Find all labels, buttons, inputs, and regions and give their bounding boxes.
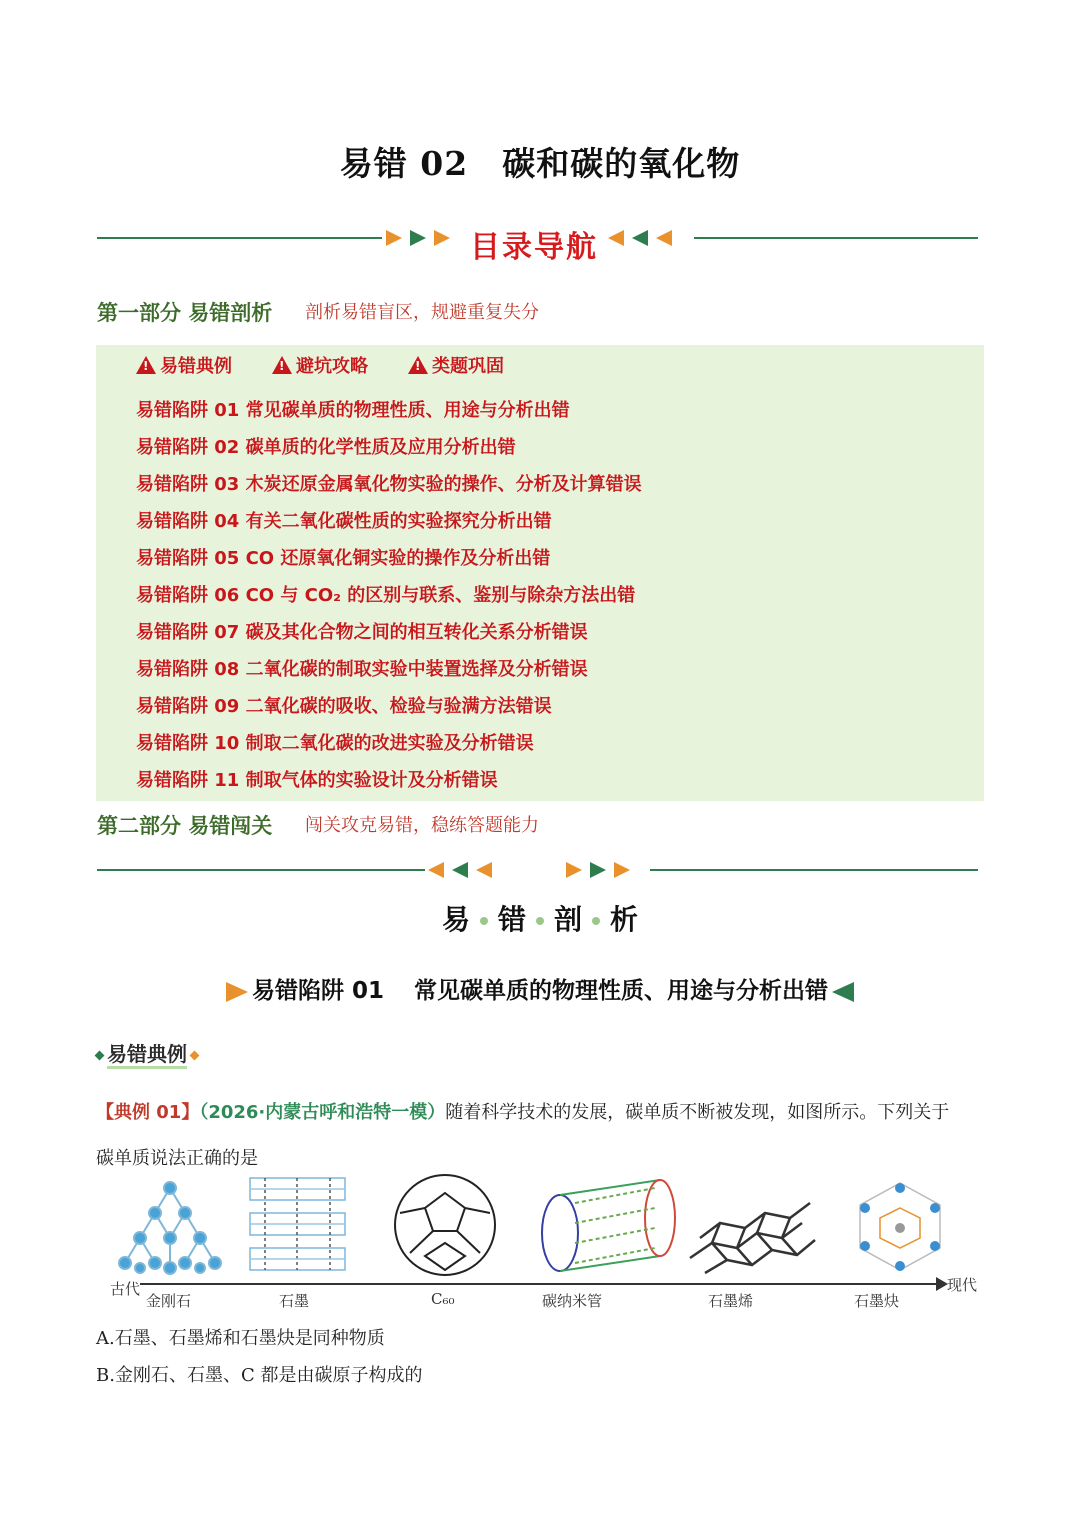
toc-item-01[interactable]: 易错陷阱 01 常见碳单质的物理性质、用途与分析出错 <box>136 400 570 421</box>
timeline-start: 古代 <box>110 1280 141 1298</box>
toc-item-06[interactable]: 易错陷阱 06 CO 与 CO₂ 的区别与联系、鉴别与除杂方法出错 <box>136 585 636 606</box>
arrow-right-icon <box>410 230 426 246</box>
timeline-item-diamond: 金刚石 <box>146 1292 192 1310</box>
arrow-left-icon <box>608 230 624 246</box>
arrow-right-icon <box>386 230 402 246</box>
arrow-right-icon <box>434 230 450 246</box>
part2-desc: 闯关攻克易错，稳练答题能力 <box>305 815 539 836</box>
example-text: 【典例 01】（2026·内蒙古呼和浩特一模）随着科学技术的发展，碳单质不断被发现，如图所示。下列关于 碳单质说法正确的是 <box>96 1102 950 1169</box>
toc-item-02[interactable]: 易错陷阱 02 碳单质的化学性质及应用分析出错 <box>136 437 516 458</box>
warning-icon <box>272 356 292 374</box>
timeline-end: 现代 <box>947 1276 978 1294</box>
arrow-left-icon <box>832 982 854 1002</box>
part1-label: 第一部分 易错剖析 <box>97 301 273 325</box>
arrow-left-icon <box>452 862 468 878</box>
tag-row <box>136 352 504 378</box>
section-title: 易 错 剖 析 <box>441 903 639 936</box>
graphene-structure-image <box>690 1203 815 1273</box>
nav-title: 目录导航 <box>470 230 598 265</box>
arrow-left-icon <box>632 230 648 246</box>
nanotube-structure-image <box>542 1180 675 1271</box>
option-b[interactable]: B.金刚石、石墨、C 都是由碳原子构成的 <box>96 1365 423 1386</box>
title-part2: 碳和碳的氧化物 <box>502 144 741 183</box>
timeline-item-graphite: 石墨 <box>279 1292 310 1310</box>
diamond-icon <box>95 1051 105 1061</box>
part1-desc: 剖析易错盲区，规避重复失分 <box>305 302 539 323</box>
toc-item-10[interactable]: 易错陷阱 10 制取二氧化碳的改进实验及分析错误 <box>136 733 534 754</box>
timeline-axis <box>140 1283 940 1285</box>
tag-practice[interactable]: ! 类题巩固 <box>408 352 504 378</box>
toc-item-09[interactable]: 易错陷阱 09 二氧化碳的吸收、检验与验满方法错误 <box>136 696 552 717</box>
section-arrows-left <box>428 862 492 878</box>
dot-icon <box>592 917 600 925</box>
diamond-icon <box>190 1051 200 1061</box>
tag-examples[interactable]: ! 易错典例 <box>136 352 232 378</box>
section-line-left <box>97 869 425 871</box>
timeline-item-graphene: 石墨烯 <box>708 1292 754 1310</box>
part2-label: 第二部分 易错闯关 <box>97 814 273 838</box>
example-source: （2026·内蒙古呼和浩特一模） <box>199 1102 446 1123</box>
tag-avoid-tips[interactable]: ! 避坑攻略 <box>272 352 368 378</box>
example-label: 【典例 01】 <box>96 1102 200 1123</box>
nav-arrows-right <box>608 230 672 246</box>
arrow-right-icon <box>226 982 248 1002</box>
warning-icon <box>408 356 428 374</box>
allotrope-figure <box>100 1168 960 1286</box>
arrow-right-icon <box>566 862 582 878</box>
dot-icon <box>480 917 488 925</box>
option-a[interactable]: A.石墨、石墨烯和石墨炔是同种物质 <box>96 1328 385 1349</box>
sub-heading: 易错典例 <box>96 1038 202 1067</box>
dot-icon <box>536 917 544 925</box>
toc-item-04[interactable]: 易错陷阱 04 有关二氧化碳性质的实验探究分析出错 <box>136 511 552 532</box>
arrow-left-icon <box>656 230 672 246</box>
nav-arrows-left <box>386 230 450 246</box>
timeline-item-nanotube: 碳纳米管 <box>542 1292 603 1310</box>
nav-line-right <box>694 237 978 239</box>
graphdiyne-structure-image <box>860 1183 940 1271</box>
document-title <box>0 138 1080 185</box>
title-part1: 易错 02 <box>339 144 469 183</box>
nav-line-left <box>97 237 382 239</box>
arrow-left-icon <box>476 862 492 878</box>
section-line-right <box>650 869 978 871</box>
trap-heading: 易错陷阱 01 常见碳单质的物理性质、用途与分析出错 <box>0 972 1080 1005</box>
toc-item-05[interactable]: 易错陷阱 05 CO 还原氧化铜实验的操作及分析出错 <box>136 548 551 569</box>
diamond-structure-image <box>119 1182 221 1274</box>
warning-icon <box>136 356 156 374</box>
arrow-left-icon <box>428 862 444 878</box>
toc-item-07[interactable]: 易错陷阱 07 碳及其化合物之间的相互转化关系分析错误 <box>136 622 588 643</box>
timeline-item-graphdiyne: 石墨炔 <box>854 1292 900 1310</box>
toc-item-11[interactable]: 易错陷阱 11 制取气体的实验设计及分析错误 <box>136 770 498 791</box>
arrow-right-icon <box>590 862 606 878</box>
graphite-structure-image <box>250 1178 345 1270</box>
timeline-item-c60: C₆₀ <box>431 1290 455 1308</box>
c60-structure-image <box>395 1175 495 1275</box>
toc-item-03[interactable]: 易错陷阱 03 木炭还原金属氧化物实验的操作、分析及计算错误 <box>136 474 642 495</box>
arrow-right-icon <box>614 862 630 878</box>
toc-item-08[interactable]: 易错陷阱 08 二氧化碳的制取实验中装置选择及分析错误 <box>136 659 588 680</box>
section-arrows-right <box>566 862 630 878</box>
